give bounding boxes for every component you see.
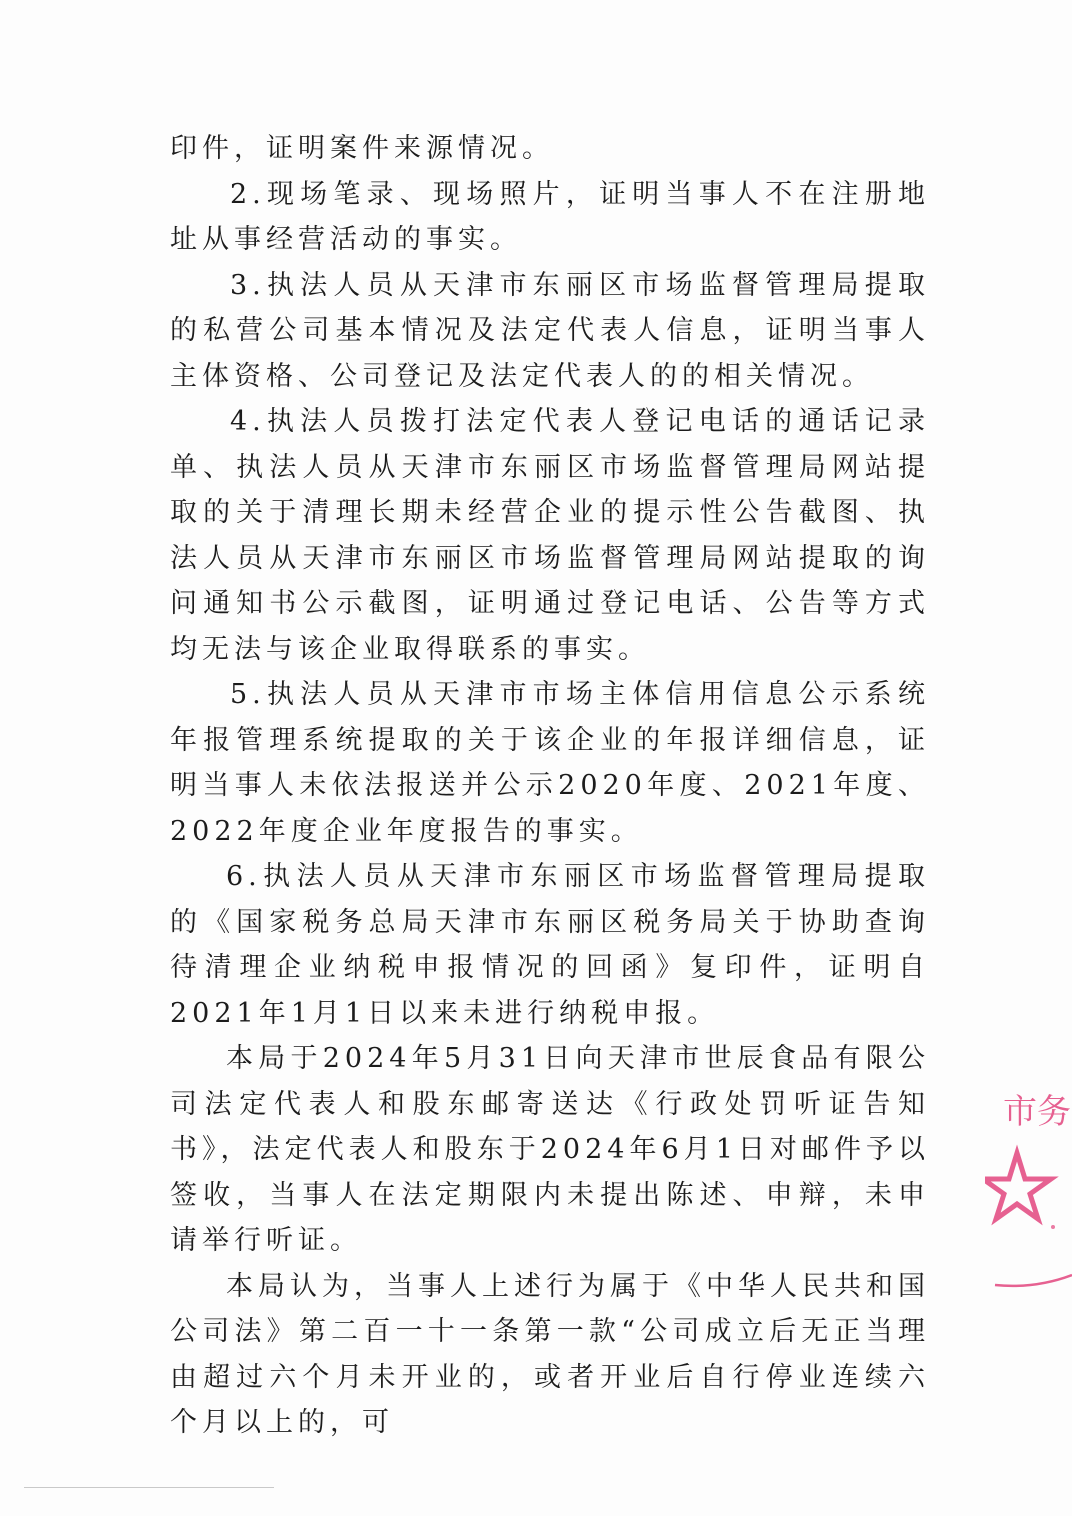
paragraph-evidence-4: 4.执法人员拨打法定代表人登记电话的通话记录单、执法人员从天津市东丽区市场监督管理局网站提取的关于清理长期未经营企业的提示性公告截图、执法人员从天津市东丽区市场监督管理局网站提取的询问通知书公示截图，证明通过登记电话、公告等方式均无法与该企业取得联系的事实。 — [170, 406, 930, 665]
seal-lettering: 市务 — [1003, 1092, 1071, 1132]
paragraph-evidence-5: 5.执法人员从天津市市场主体信用信息公示系统年报管理系统提取的关于该企业的年报详细信息，证明当事人未依法报送并公示2020年度、2021年度、2022年度企业年度报告的事实。 — [170, 679, 930, 847]
paragraph-hearing-notice: 本局于2024年5月31日向天津市世辰食品有限公司法定代表人和股东邮寄送达《行政处罚听证告知书》，法定代表人和股东于2024年6月1日对邮件予以签收，当事人在法定期限内未提出陈述、申辩，未申请举行听证。 — [170, 1043, 930, 1256]
scan-edge-line — [24, 1487, 274, 1488]
paragraph-continuation: 印件，证明案件来源情况。 — [170, 133, 554, 164]
paragraph-evidence-2: 2.现场笔录、现场照片，证明当事人不在注册地址从事经营活动的事实。 — [170, 178, 930, 255]
paragraph-evidence-6: 6.执法人员从天津市东丽区市场监督管理局提取的《国家税务总局天津市东丽区税务局关于协助查询待清理企业纳税申报情况的回函》复印件，证明自2021年1月1日以来未进行纳税申报。 — [170, 861, 930, 1029]
official-seal-partial — [985, 1075, 1072, 1290]
paragraph-legal-basis: 本局认为，当事人上述行为属于《中华人民共和国公司法》第二百一十一条第一款“公司成立后无正当理由超过六个月未开业的，或者开业后自行停业连续六个月以上的，可 — [170, 1270, 930, 1438]
seal-star-icon — [985, 1153, 1051, 1219]
seal-stamp-graphic — [985, 1075, 1072, 1290]
paragraph-evidence-3: 3.执法人员从天津市东丽区市场监督管理局提取的私营公司基本情况及法定代表人信息，证明当事人主体资格、公司登记及法定代表人的的相关情况。 — [170, 269, 930, 392]
document-body — [170, 126, 930, 1446]
